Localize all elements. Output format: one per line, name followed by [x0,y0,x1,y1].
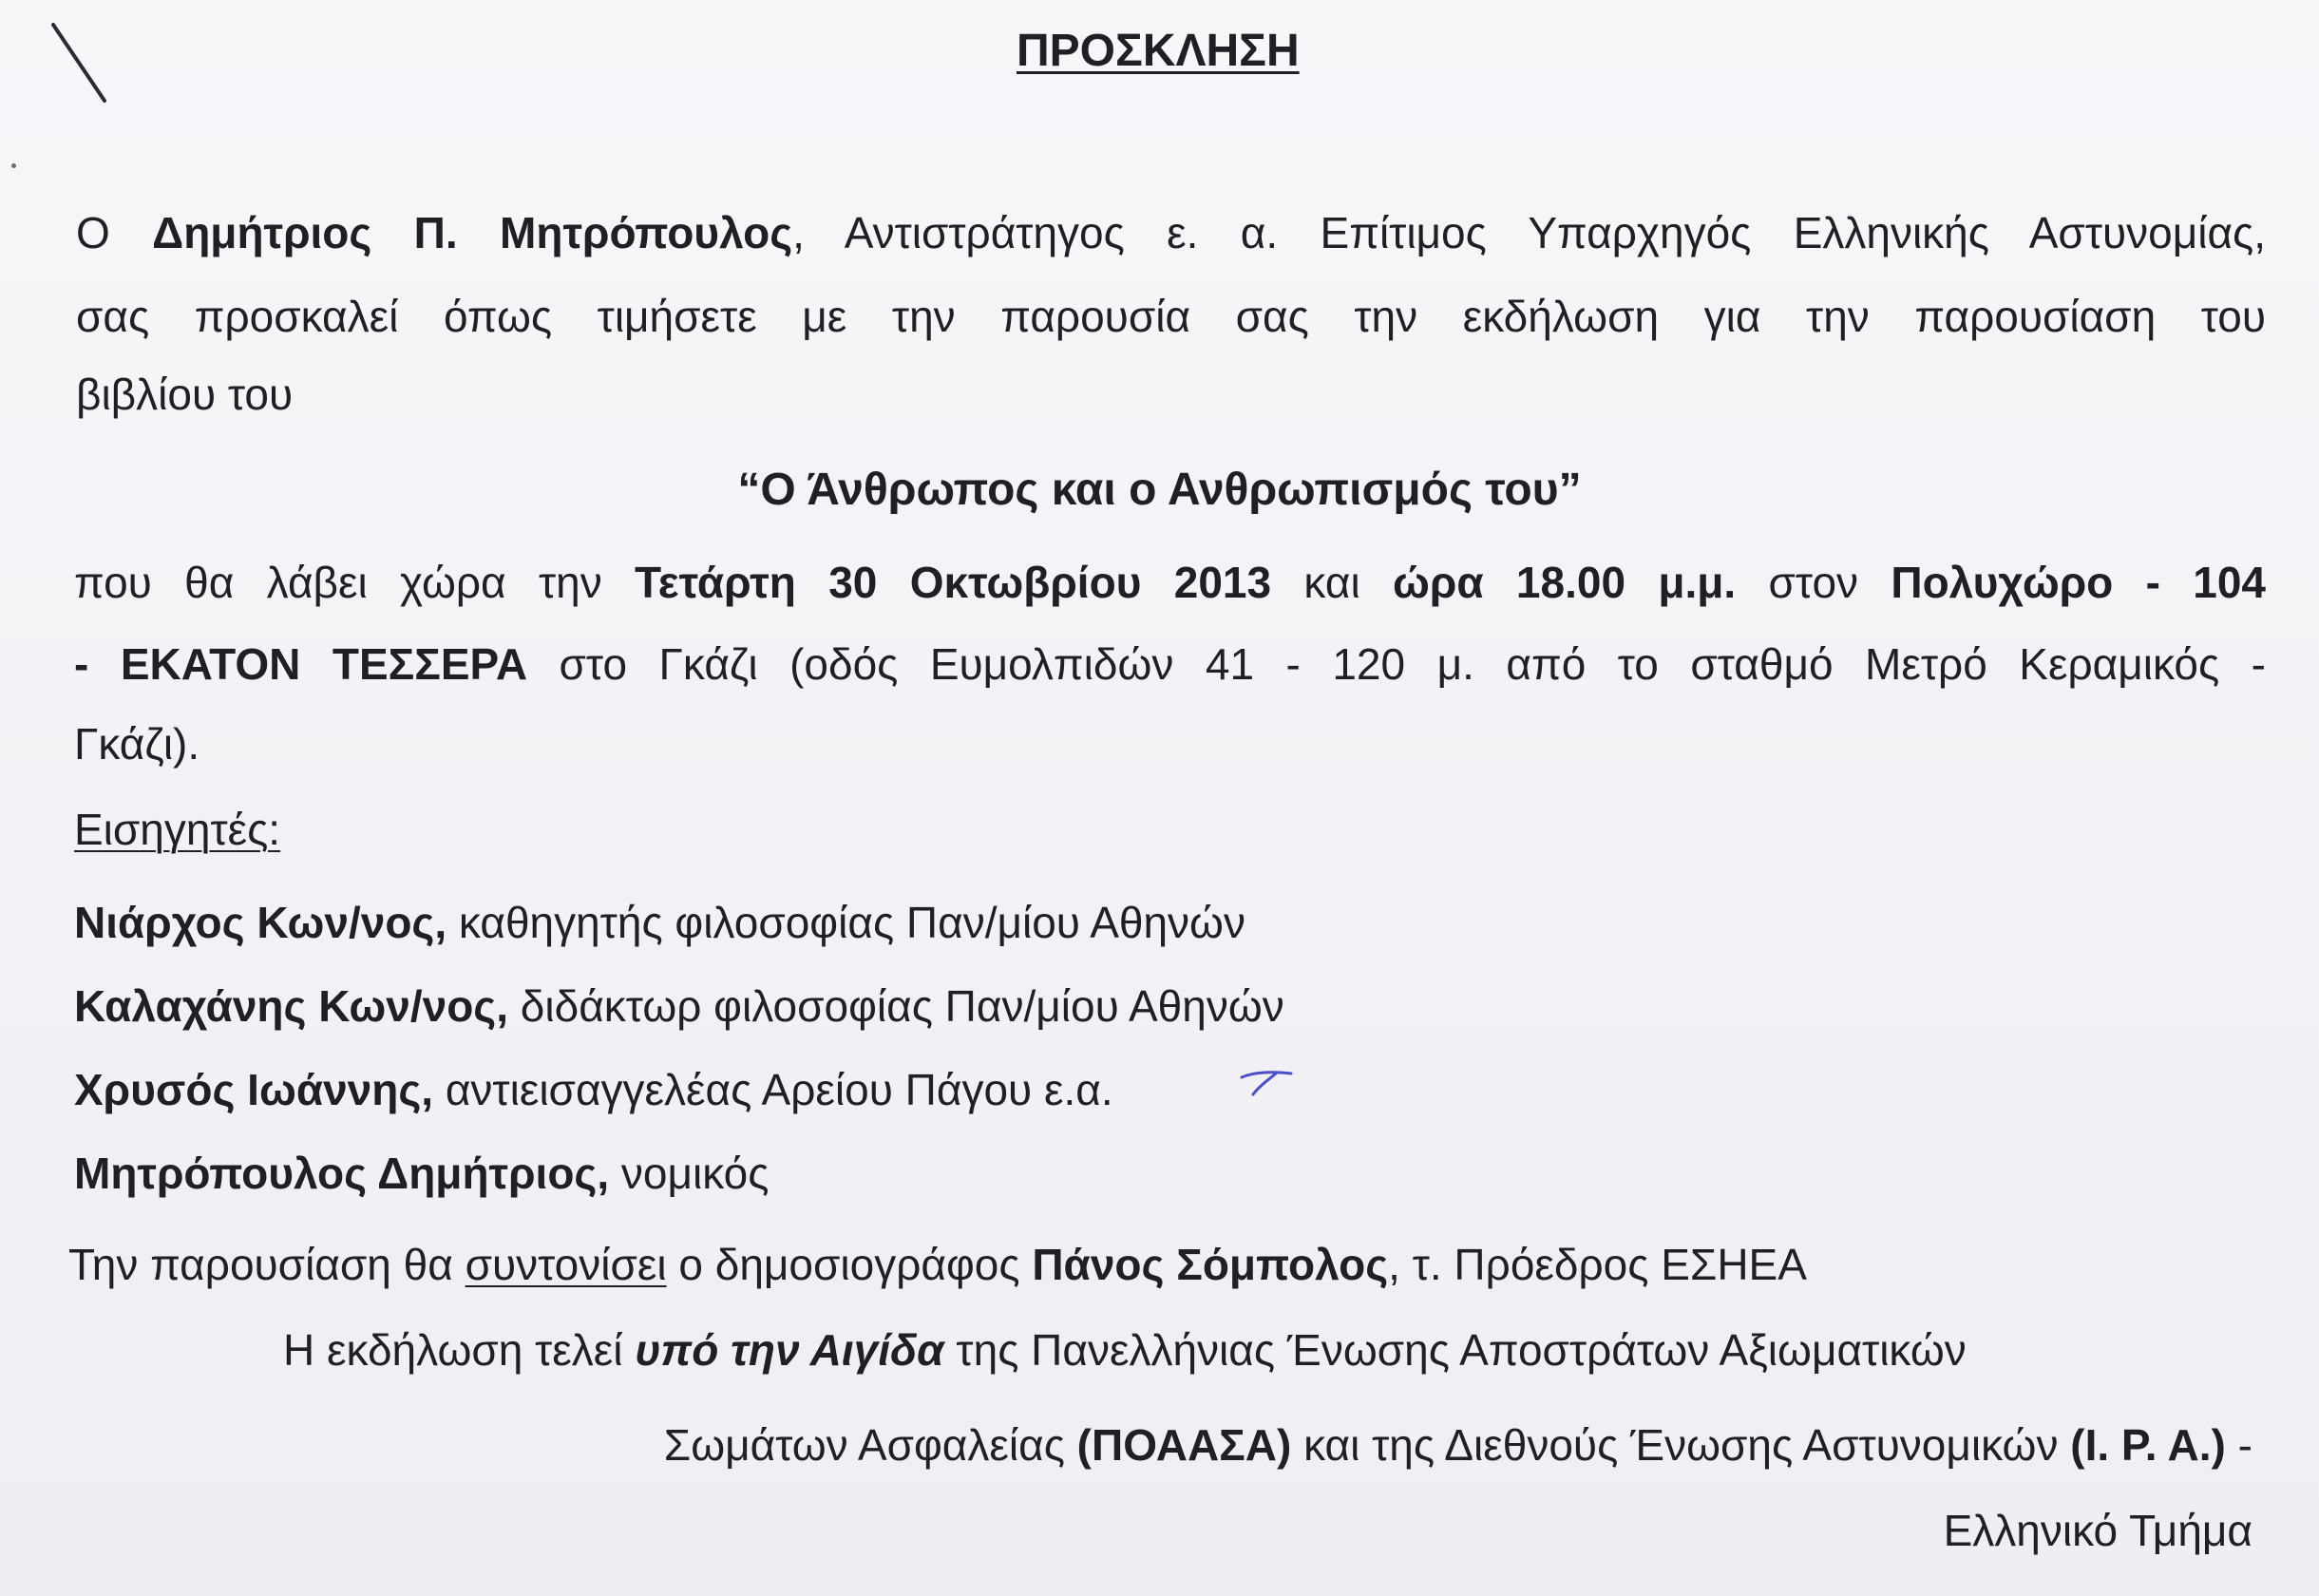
speaker-role: διδάκτωρ φιλοσοφίας Παν/μίου Αθηνών [508,981,1284,1031]
auspices-line-3: Ελληνικό Τμήμα [1943,1506,2252,1555]
pen-correction-mark [1238,1068,1295,1096]
intro-text-a: Ο [76,208,153,257]
intro-line-2: σας προσκαλεί όπως τιμήσετε με την παρουσία σας την εκδήλωση για την παρουσίαση του [76,292,2266,341]
event-text-c: στον [1736,558,1891,607]
auspices-text-c: Σωμάτων Ασφαλείας [663,1420,1077,1470]
speaker-name: Καλαχάνης Κων/νος, [74,981,508,1031]
speaker-line [74,981,1284,1031]
auspices-line-1 [283,1325,1967,1375]
moderator-text-a: Την παρουσίαση θα [68,1240,466,1289]
moderator-line [68,1240,1807,1289]
auspices-org-poaasa: (ΠΟΑΑΣΑ) [1076,1420,1292,1470]
event-venue: Πολυχώρο - 104 [1891,558,2266,607]
pen-stroke-mark [49,21,116,106]
ink-speck [11,163,16,168]
speaker-role: νομικός [609,1149,770,1198]
speaker-name: Μητρόπουλος Δημήτριος, [74,1149,610,1198]
event-line-1 [74,558,2266,607]
event-line-2 [74,639,2266,689]
speaker-line [74,1149,770,1198]
moderator-name: Πάνος Σόμπολος [1032,1240,1389,1289]
speakers-heading: Εισηγητές: [74,805,281,854]
intro-text-b: , Αντιστράτηγος ε. α. Επίτιμος Υπαρχηγός Ελληνικής Αστυνομίας, [792,208,2266,257]
auspices-text-e: - [2225,1420,2252,1470]
speaker-name: Χρυσός Ιωάννης, [74,1065,434,1114]
auspices-line-2 [663,1420,2252,1470]
document-title: ΠΡΟΣΚΛΗΣΗ [1017,26,1300,76]
moderator-verb: συντονίσει [465,1240,667,1289]
speaker-line [74,898,1245,947]
intro-line-3: βιβλίου του [76,370,294,419]
event-address: στο Γκάζι (οδός Ευμολπιδών 41 - 120 μ. από το σταθμό Μετρό Κεραμικός - [527,639,2266,689]
auspices-text-d: και της Διεθνούς Ένωσης Αστυνομικών [1291,1420,2071,1470]
event-time: ώρα 18.00 μ.μ. [1393,558,1737,607]
event-line-3: Γκάζι). [74,719,200,769]
event-venue-cont: - ΕΚΑΤΟΝ ΤΕΣΣΕΡΑ [74,639,528,689]
moderator-text-c: , τ. Πρόεδρος ΕΣΗΕΑ [1388,1240,1807,1289]
event-text-b: και [1271,558,1393,607]
event-date: Τετάρτη 30 Οκτωβρίου 2013 [635,558,1272,607]
auspices-text-a: Η εκδήλωση τελεί [283,1325,636,1375]
host-name: Δημήτριος Π. Μητρόπουλος [152,208,793,257]
speaker-line [74,1065,1113,1114]
auspices-text-b: της Πανελλήνιας Ένωσης Αποστράτων Αξιωματικών [943,1325,1967,1375]
auspices-org-ipa: (Ι. Ρ. Α.) [2070,1420,2226,1470]
intro-line-1 [76,208,2266,257]
speaker-role: καθηγητής φιλοσοφίας Παν/μίου Αθηνών [447,898,1245,947]
speaker-role: αντιεισαγγελέας Αρείου Πάγου ε.α. [433,1065,1113,1114]
auspices-phrase: υπό την Αιγίδα [635,1325,944,1375]
moderator-text-b: ο δημοσιογράφος [666,1240,1033,1289]
book-title: “Ο Άνθρωπος και ο Ανθρωπισμός του” [737,465,1582,515]
speaker-name: Νιάρχος Κων/νος, [74,898,447,947]
event-text-a: που θα λάβει χώρα την [74,558,636,607]
